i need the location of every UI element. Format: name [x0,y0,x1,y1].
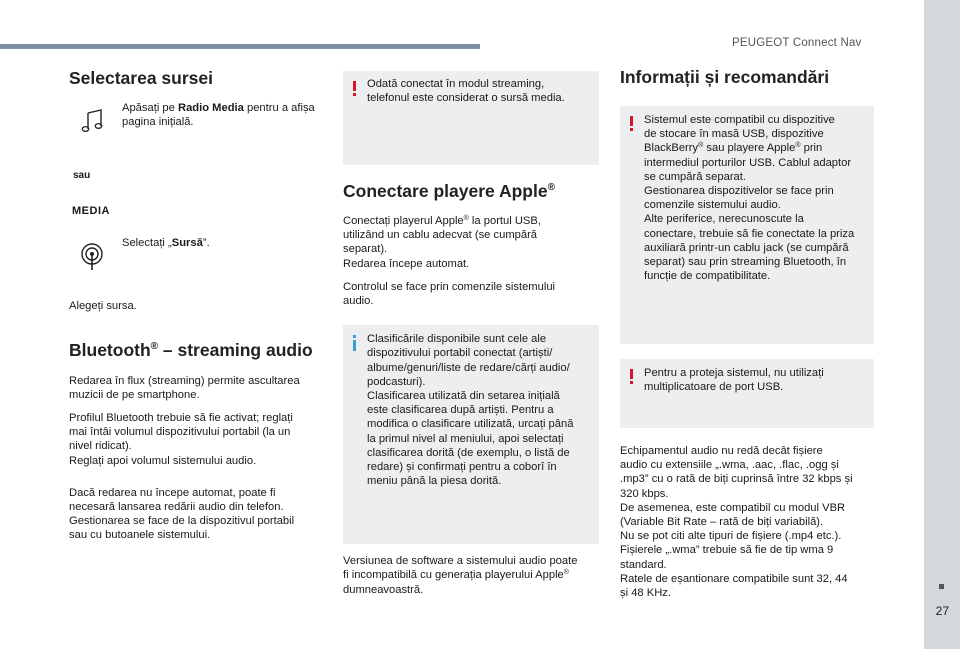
warning-icon [353,81,357,95]
radio-media-label: Radio Media [177,102,244,114]
section-title-info: Informații și recomandări [620,67,830,87]
music-note-icon [81,109,103,133]
bluetooth-paragraph-1: Redarea în flux (streaming) permite ascultarea muzicii de pe smartphone. [69,374,300,401]
page-number: 27 [935,604,949,618]
section-title-bluetooth: Bluetooth® – streaming audio [69,339,313,360]
header-bar [0,44,480,49]
info-box-classification [343,325,599,544]
source-label: Sursă [171,237,203,250]
info-text-classification: Clasificările disponibile sunt cele ale dispozitivului portabil conectat (artiști/ albume/genuri/liste de redare/cărți audio/ podcasturi). Clasificarea utilizată din setarea inițială este clasificarea după artiști. Pentru a modifica o clasificare utilizată, urcați până la primul nivel al meniului, apoi selectați clasificarea dorită (de exemplu, o listă de redare) și confirmați pentru a coborî în meniu până la piesa dorită. [367,333,574,488]
column-1 [69,60,327,543]
section-title-apple: Conectare playere Apple® [343,181,555,201]
warning-box-compat [620,106,874,344]
section-title-source: Selectarea sursei [69,68,213,88]
apple-paragraph-1: Conectați playerul Apple® la portul USB, utilizând un cablu adecvat (se cumpără separat). Redarea începe automat. [343,215,541,270]
audio-format-paragraph: Echipamentul audio nu redă decât fișiere audio cu extensiile „.wma, .aac, .flac, .ogg și .mp3” cu o rată de biți cuprinsă între 32 kbps și 320 kbps. De asemenea, este compatibil cu modul VBR (Variable Bit Rate – rată de biți variabilă). Nu se pot citi alte tipuri de fișiere (.mp4 etc.). Fișierele „.wma” trebuie să fie de tip wma 9 standard. Ratele de eșantionare compatibile sunt 32, 44 și 48 KHz. [620,445,853,600]
choose-source-text: Alegeți sursa. [69,300,137,313]
warning-box-usb [620,359,874,428]
warning-text-usb: Pentru a proteja sistemul, nu utilizați multiplicatoare de port USB. [644,367,824,394]
warning-icon [630,369,634,383]
apple-paragraph-2: Controlul se face prin comenzile sistemului audio. [343,280,556,308]
step1-text: Apăsați pe Radio Media pentru a afișa pagina inițială. [122,102,315,129]
warning-text-compat: Sistemul este compatibil cu dispozitive de stocare în masă USB, dispozitive BlackBerry® sau playere Apple® prin intermediul porturilor USB. Cablul adaptor se cumpără separat. Gestionarea dispozitivelor se face prin comenzile sistemului audio. Alte periferice, nerecunoscute la conectare, trebuie să fie conectate la priza auxiliară printr-un cablu jack (se cumpără separat) sau prin streaming Bluetooth, în funcție de compatibilitate. [644,114,855,283]
bluetooth-paragraph-3: Dacă redarea nu începe automat, poate fi necesară lansarea redării audio din telefon. Gestionarea se face de la dispozitivul portabil sau cu butoanele sistemului. [69,486,295,542]
radio-source-icon [80,242,104,272]
column-2 [343,71,599,597]
warning-text-streaming: Odată conectat în modul streaming, telefonul este considerat o sursă media. [367,78,565,105]
warning-box-streaming [343,71,599,165]
step-radio-media [69,101,327,151]
warning-icon [630,116,634,130]
column-3 [620,60,874,600]
step-source [69,236,327,288]
continuation-marker [939,584,944,589]
media-label: MEDIA [72,205,110,218]
version-paragraph: Versiunea de software a sistemului audio poate fi incompatibilă cu generația playerului Apple® dumneavoastră. [343,555,578,596]
header-brand: PEUGEOT Connect Nav [732,37,862,49]
info-icon [353,335,357,351]
step2-text: Selectați „Sursă”. [122,237,210,250]
or-label: sau [73,170,91,181]
page-sidebar [924,0,960,649]
bluetooth-paragraph-2: Profilul Bluetooth trebuie să fie activat; reglați mai întâi volumul dispozitivului portabil (la un nivel ridicat). Reglați apoi volumul sistemului audio. [69,412,293,467]
